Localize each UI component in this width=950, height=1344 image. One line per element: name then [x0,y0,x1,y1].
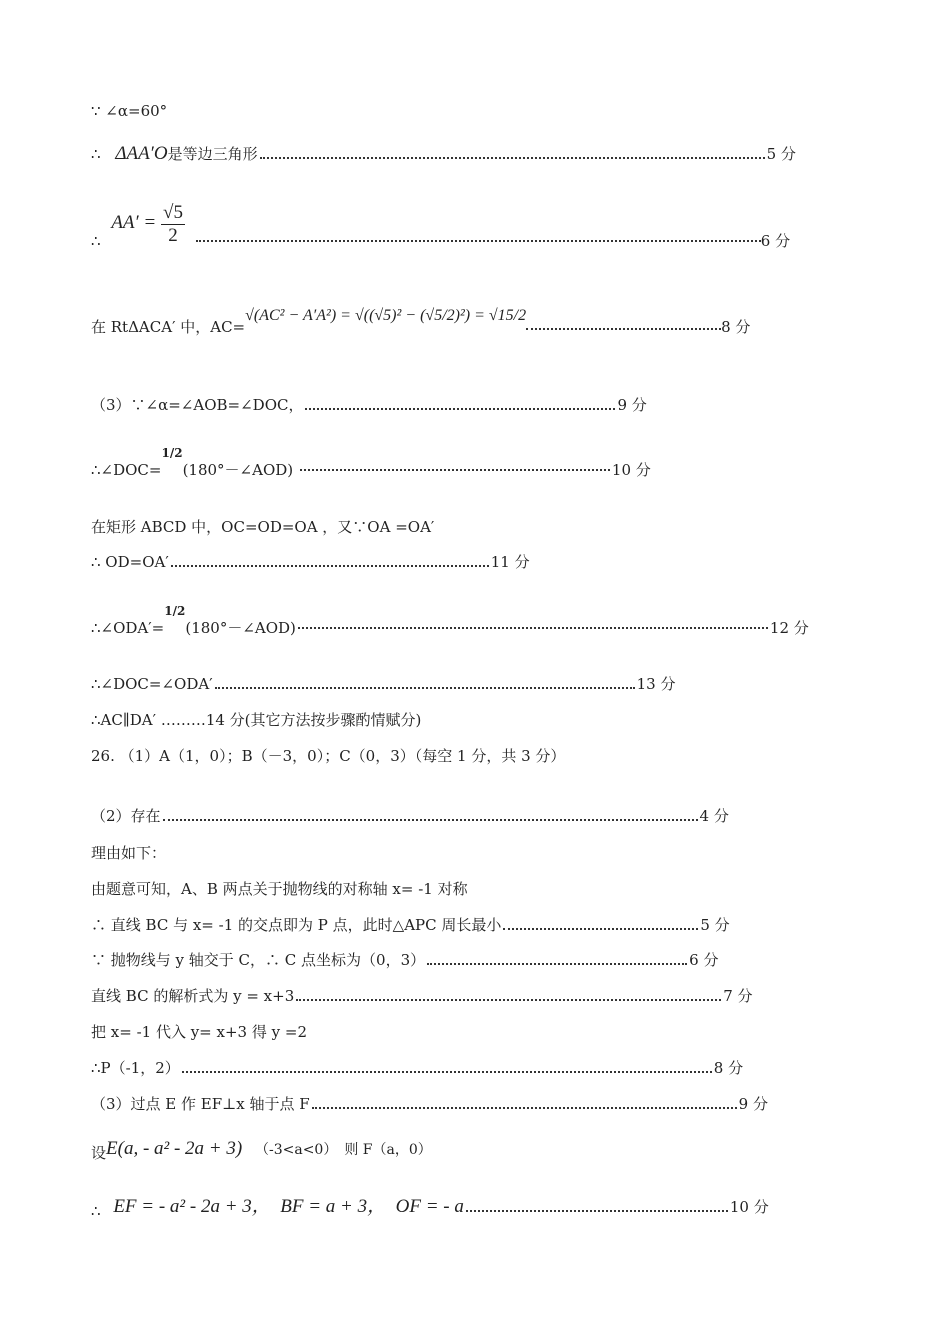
line-text: 在 RtΔACA′ 中，AC= [91,318,246,336]
score-label: 8 分 [713,1059,744,1077]
therefore-symbol: ∴ [91,1202,106,1220]
score-label: 10 分 [729,1198,769,1216]
fraction-denominator: 2 [168,224,178,246]
line-17 [91,950,718,970]
line-8 [91,552,530,572]
fraction [161,202,185,247]
score-label: 9 分 [617,396,647,414]
score-label: 11 分 [490,553,530,571]
line-text: ∵ 抛物线与 y 轴交于 C，∴ C 点坐标为（0，3） [91,951,426,969]
therefore-symbol: ∴ [91,145,106,163]
score-label: 5 分 [766,145,796,163]
dot-leader [163,809,698,821]
line-16 [91,915,730,935]
score-label: 4 分 [699,807,729,825]
line-10 [91,674,675,694]
line-text: 设 [91,1144,107,1162]
line-3 [91,200,791,250]
score-label: 7 分 [723,987,753,1005]
line-14: 理由如下： [91,844,167,862]
score-label: 9 分 [738,1095,768,1113]
dot-leader [260,147,765,159]
line-text: （2）存在 [91,807,161,825]
therefore-symbol: ∴ [91,232,106,250]
line-text: ∴ OD=OA′ [91,553,169,571]
dot-leader [182,1061,712,1073]
math-expression: √(AC² − A′A²) = √((√5)² − (√5/2)²) = √15/2 [245,307,527,324]
score-label: 5 分 [700,916,730,934]
line-1: ∵ ∠α=60° [91,102,168,120]
dot-leader [296,989,721,1001]
fraction-numerator: √5 [163,201,183,223]
score-label: 13 分 [636,675,676,693]
line-5 [91,395,647,415]
dot-leader [196,230,761,242]
line-rest: (180°－∠AOD) [185,619,296,637]
line-text: 是等边三角形 [167,145,258,163]
line-text: 直线 BC 的解析式为 y = x+3 [91,987,295,1005]
line-15: 由题意可知，A、B 两点关于抛物线的对称轴 x= -1 对称 [91,880,468,898]
line-11: ∴AC∥DA′ ………14 分(其它方法按步骤酌情赋分) [91,711,422,729]
line-9 [91,598,809,643]
math-expression: AA′ = [111,212,157,233]
line-13 [91,806,729,826]
line-19: 把 x= -1 代入 y= x+3 得 y =2 [91,1023,307,1041]
line-12: 26. （1）A（1，0）；B（－3，0）；C（0，3）（每空 1 分，共 3 分） [91,747,566,765]
dot-leader [526,318,721,330]
dot-leader [305,398,615,410]
line-22 [91,1134,432,1165]
dot-leader [300,459,610,471]
line-text: （3）过点 E 作 EF⊥x 轴于点 F [91,1095,310,1113]
math-expression: ΔAA′O [115,143,168,164]
math-expression: E(a, - a² - 2a + 3) [106,1138,243,1159]
line-text: （3）∵∠α=∠AOB=∠DOC， [91,396,304,414]
half-fraction: 1/2 [161,446,183,460]
line-text: ∴∠ODA′= [91,619,165,637]
score-label: 12 分 [769,619,809,637]
score-label: 6 分 [760,232,791,250]
dot-leader [312,1097,737,1109]
line-21 [91,1094,768,1114]
dot-leader [215,677,635,689]
half-fraction: 1/2 [164,604,186,618]
line-6 [91,440,651,485]
line-rest: （-3<a<0） 则 F（a，0） [254,1142,432,1158]
line-rest: (180°－∠AOD) [182,461,294,479]
score-label: 10 分 [611,461,651,479]
line-text: ∴∠DOC=∠ODA′ [91,675,213,693]
line-2 [91,144,796,164]
math-expression: EF = - a² - 2a + 3， BF = a + 3， OF = - a [113,1196,464,1217]
line-text: ∴P（-1，2） [91,1059,180,1077]
score-label: 6 分 [689,951,719,969]
score-label: 8 分 [721,318,751,336]
line-text: ∴∠DOC= [91,461,162,479]
line-7: 在矩形 ABCD 中，OC=OD=OA ，又∵OA =OA′ [91,518,435,536]
line-text: ∴ 直线 BC 与 x= -1 的交点即为 P 点，此时△APC 周长最小 [91,916,502,934]
dot-leader [298,617,768,629]
dot-leader [466,1200,728,1212]
line-18 [91,986,753,1006]
line-4 [91,295,750,336]
line-20 [91,1058,743,1078]
dot-leader [427,953,687,965]
dot-leader [503,918,698,930]
line-23 [91,1192,769,1222]
dot-leader [171,555,489,567]
